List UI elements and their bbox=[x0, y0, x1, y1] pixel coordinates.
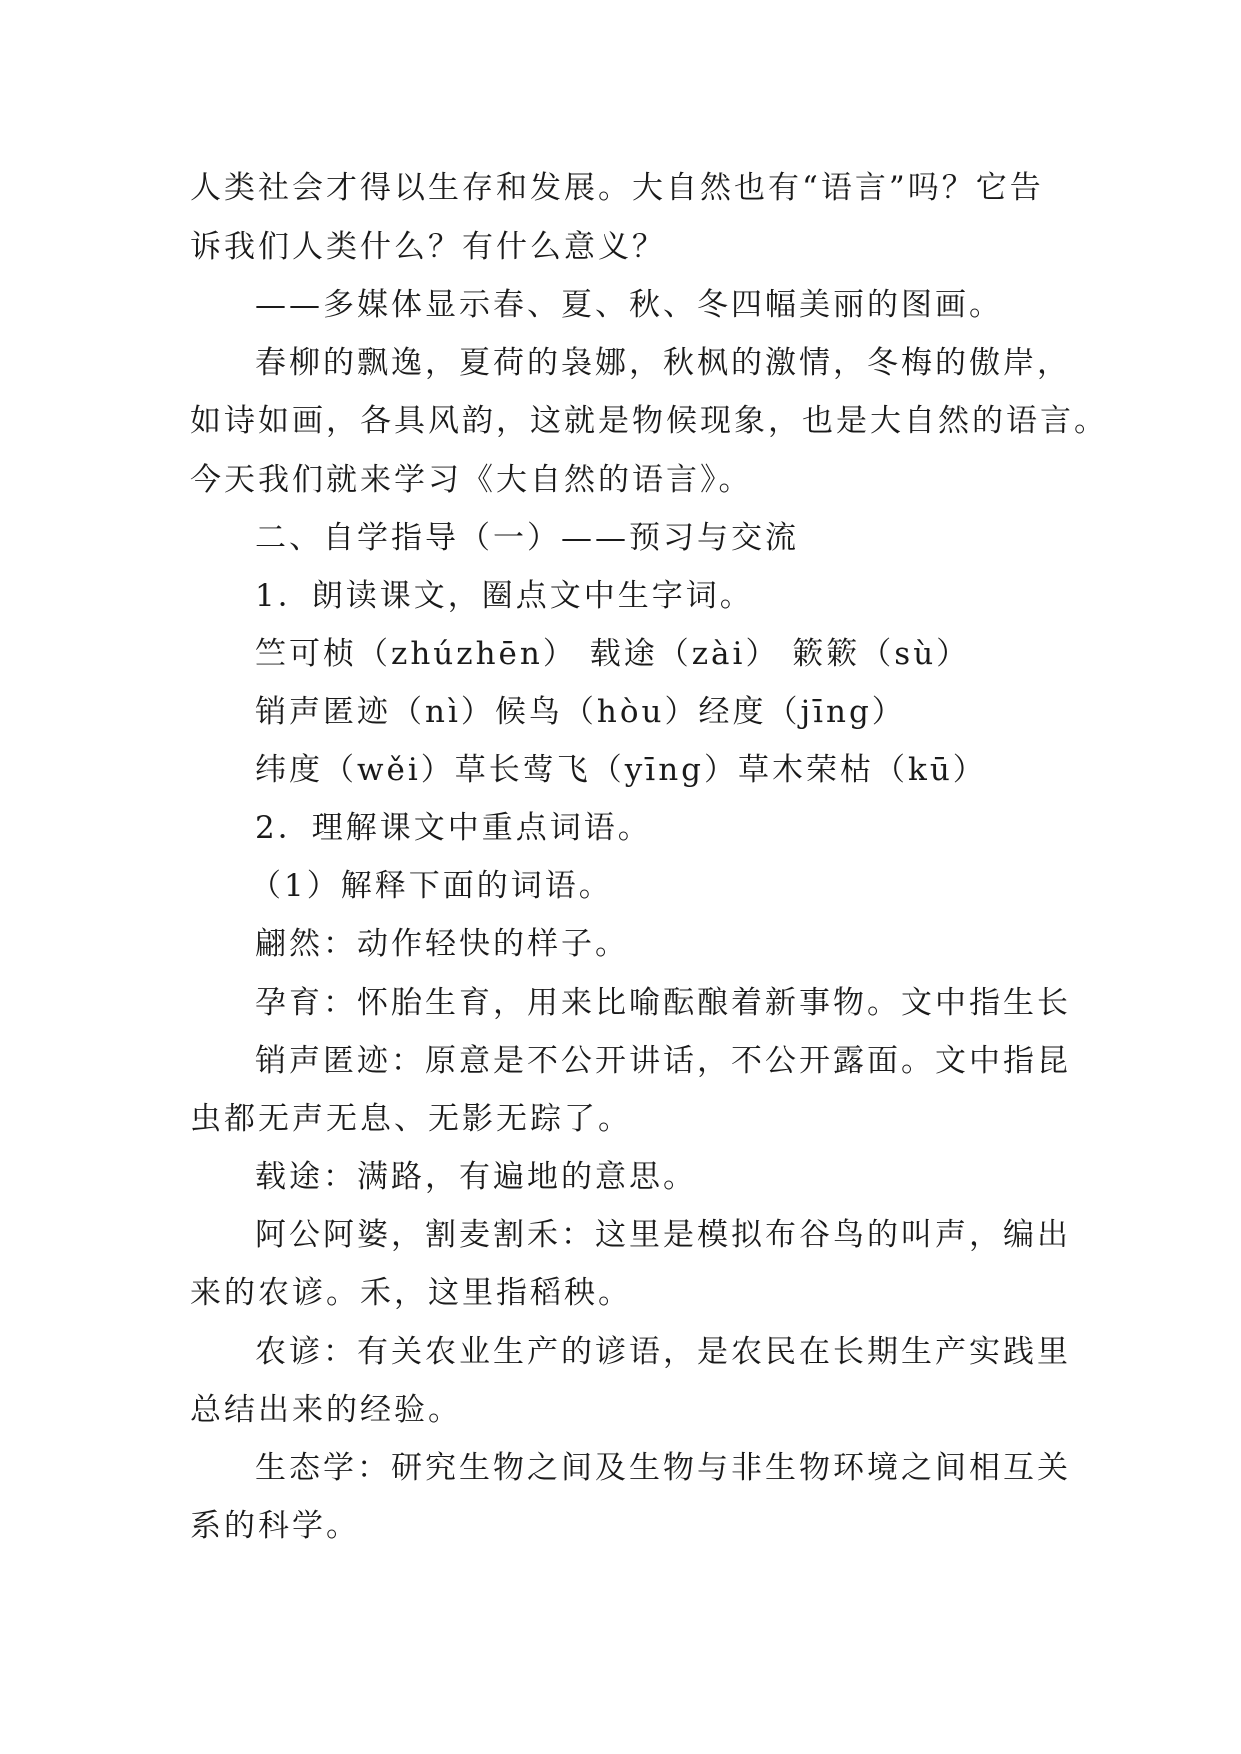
text-line: 2．理解课文中重点词语。 bbox=[255, 810, 652, 846]
definition-line: 阿公阿婆，割麦割禾：这里是模拟布谷鸟的叫声，编出 bbox=[255, 1217, 1071, 1253]
definition-line: 载途：满路，有遍地的意思。 bbox=[255, 1159, 697, 1195]
pinyin-line: 竺可桢（zhúzhēn） 载途（zài） 簌簌（sù） bbox=[255, 636, 971, 672]
text-line: 今天我们就来学习《大自然的语言》。 bbox=[190, 462, 753, 498]
definition-line: 系的科学。 bbox=[190, 1508, 360, 1544]
definition-line: 来的农谚。禾，这里指稻秧。 bbox=[190, 1275, 632, 1311]
text-line: 人类社会才得以生存和发展。大自然也有“语言”吗？它告 bbox=[190, 170, 1044, 206]
pinyin-line: 销声匿迹（nì）候鸟（hòu）经度（jīng） bbox=[255, 694, 906, 730]
definition-line: 销声匿迹：原意是不公开讲话，不公开露面。文中指昆 bbox=[255, 1043, 1071, 1079]
text-line: 春柳的飘逸，夏荷的袅娜，秋枫的激情，冬梅的傲岸， bbox=[255, 345, 1071, 381]
text-line: ——多媒体显示春、夏、秋、冬四幅美丽的图画。 bbox=[255, 287, 1003, 323]
definition-line: 农谚：有关农业生产的谚语，是农民在长期生产实践里 bbox=[255, 1334, 1071, 1370]
section-heading: 二、自学指导（一）——预习与交流 bbox=[255, 520, 799, 556]
text-line: 如诗如画，各具风韵，这就是物候现象，也是大自然的语言。 bbox=[190, 403, 1108, 439]
pinyin-line: 纬度（wěi）草长莺飞（yīng）草木荣枯（kū） bbox=[255, 752, 987, 788]
text-line: 诉我们人类什么？有什么意义？ bbox=[190, 229, 666, 265]
definition-line: 翩然：动作轻快的样子。 bbox=[255, 926, 629, 962]
definition-line: 生态学：研究生物之间及生物与非生物环境之间相互关 bbox=[255, 1450, 1071, 1486]
text-line: （1）解释下面的词语。 bbox=[250, 868, 613, 904]
definition-line: 总结出来的经验。 bbox=[190, 1392, 462, 1428]
text-line: 1．朗读课文，圈点文中生字词。 bbox=[255, 578, 754, 614]
definition-line: 虫都无声无息、无影无踪了。 bbox=[190, 1101, 632, 1137]
definition-line: 孕育：怀胎生育，用来比喻酝酿着新事物。文中指生长 bbox=[255, 985, 1071, 1021]
